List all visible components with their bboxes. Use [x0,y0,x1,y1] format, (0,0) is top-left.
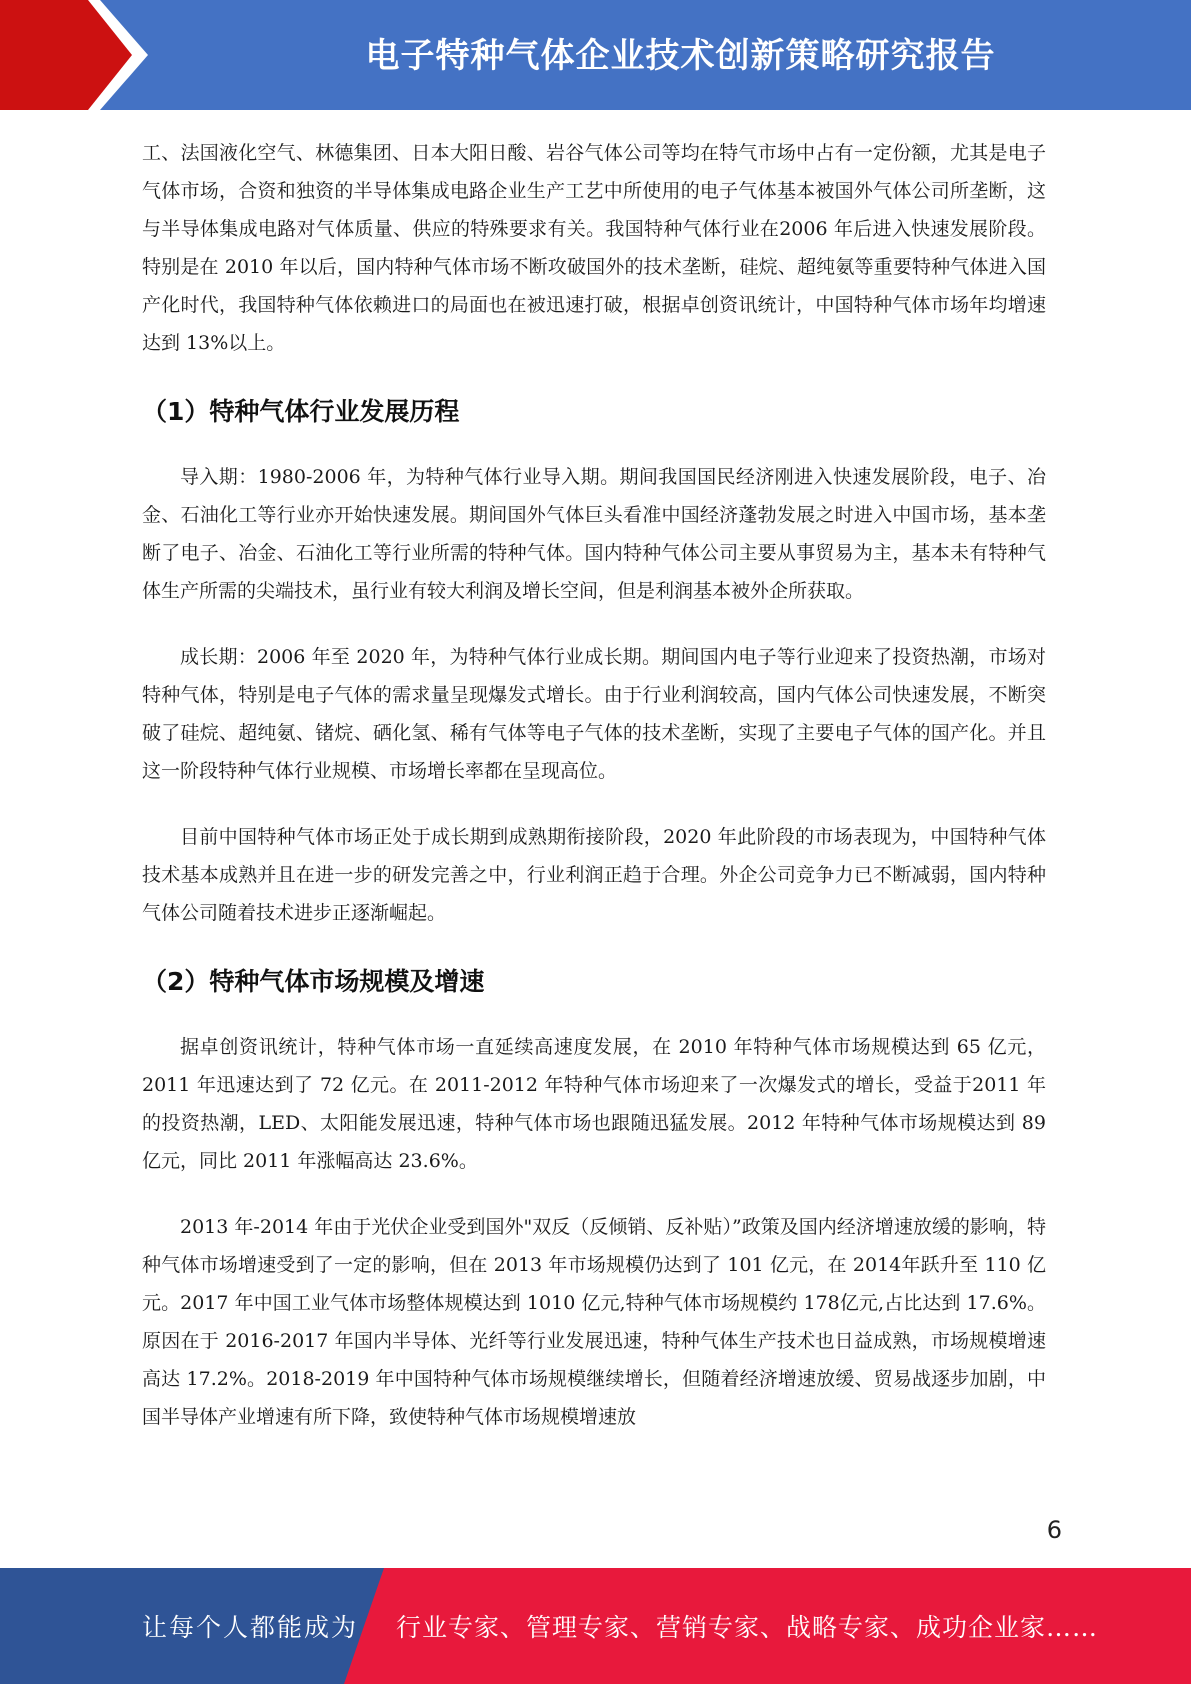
paragraph-market-size-2010-2012: 据卓创资讯统计，特种气体市场一直延续高速度发展，在 2010 年特种气体市场规模达到 65 亿元，2011 年迅速达到了 72 亿元。在 2011-2012 年特种气体市场迎来了一次爆发式的增长，受益于2011 年的投资热潮，LED、太阳能发展迅速，特种气体市场也跟随迅猛发展。2012 年特种气体市场规模达到 89 亿元，同比 2011 年涨幅高达 23.6%。 [142,1036,1046,1172]
header-arrow-decoration [0,0,160,110]
section-heading-development-history: （1）特种气体行业发展历程 [142,397,460,426]
report-title: 电子特种气体企业技术创新策略研究报告 [365,35,996,76]
page-header-band [0,0,1191,110]
page-number: 6 [1046,1516,1062,1544]
paragraph-current-stage: 目前中国特种气体市场正处于成长期到成熟期衔接阶段，2020 年此阶段的市场表现为，中国特种气体技术基本成熟并且在进一步的研发完善之中，行业利润正趋于合理。外企公司竞争力已不断减弱，国内特种气体公司随着技术进步正逐渐崛起。 [142,826,1046,924]
paragraph-growth-period: 成长期：2006 年至 2020 年，为特种气体行业成长期。期间国内电子等行业迎来了投资热潮，市场对特种气体，特别是电子气体的需求量呈现爆发式增长。由于行业利润较高，国内气体公司快速发展，不断突破了硅烷、超纯氨、锗烷、硒化氢、稀有气体等电子气体的技术垄断，实现了主要电子气体的国产化。并且这一阶段特种气体行业规模、市场增长率都在呈现高位。 [142,646,1046,782]
paragraph-market-size-2013-2019: 2013 年-2014 年由于光伏企业受到国外"双反（反倾销、反补贴）”政策及国内经济增速放缓的影响，特种气体市场增速受到了一定的影响，但在 2013 年市场规模仍达到了 101 亿元，在 2014年跃升至 110 亿元。2017 年中国工业气体市场整体规模达到 1010 亿元,特种气体市场规模约 178亿元,占比达到 17.6%。原因在于 2016-2017 年国内半导体、光纤等行业发展迅速，特种气体生产技术也日益成熟，市场规模增速高达 17.2%。2018-2019 年中国特种气体市场规模继续增长，但随着经济增速放缓、贸易战逐步加剧，中国半导体产业增速有所下降，致使特种气体市场规模增速放 [142,1216,1046,1428]
intro-paragraph: 工、法国液化空气、林德集团、日本大阳日酸、岩谷气体公司等均在特气市场中占有一定份额，尤其是电子气体市场，合资和独资的半导体集成电路企业生产工艺中所使用的电子气体基本被国外气体公司所垄断，这与半导体集成电路对气体质量、供应的特殊要求有关。我国特种气体行业在2006 年后进入快速发展阶段。特别是在 2010 年以后，国内特种气体市场不断攻破国外的技术垄断，硅烷、超纯氨等重要特种气体进入国产化时代，我国特种气体依赖进口的局面也在被迅速打破，根据卓创资讯统计，中国特种气体市场年均增速达到 13%以上。 [142,142,1046,354]
paragraph-introduction-period: 导入期：1980-2006 年，为特种气体行业导入期。期间我国国民经济刚进入快速发展阶段，电子、冶金、石油化工等行业亦开始快速发展。期间国外气体巨头看准中国经济蓬勃发展之时进入中国市场，基本垄断了电子、冶金、石油化工等行业所需的特种气体。国内特种气体公司主要从事贸易为主，基本未有特种气体生产所需的尖端技术，虽行业有较大利润及增长空间，但是利润基本被外企所获取。 [142,466,1046,602]
page-footer-band [0,1568,1191,1684]
section-heading-market-size: （2）特种气体市场规模及增速 [142,967,485,996]
footer-slogan-right: 行业专家、管理专家、营销专家、战略专家、成功企业家…… [396,1613,1099,1642]
footer-slogan-left: 让每个人都能成为 [142,1613,359,1642]
page-content [142,134,1046,1436]
